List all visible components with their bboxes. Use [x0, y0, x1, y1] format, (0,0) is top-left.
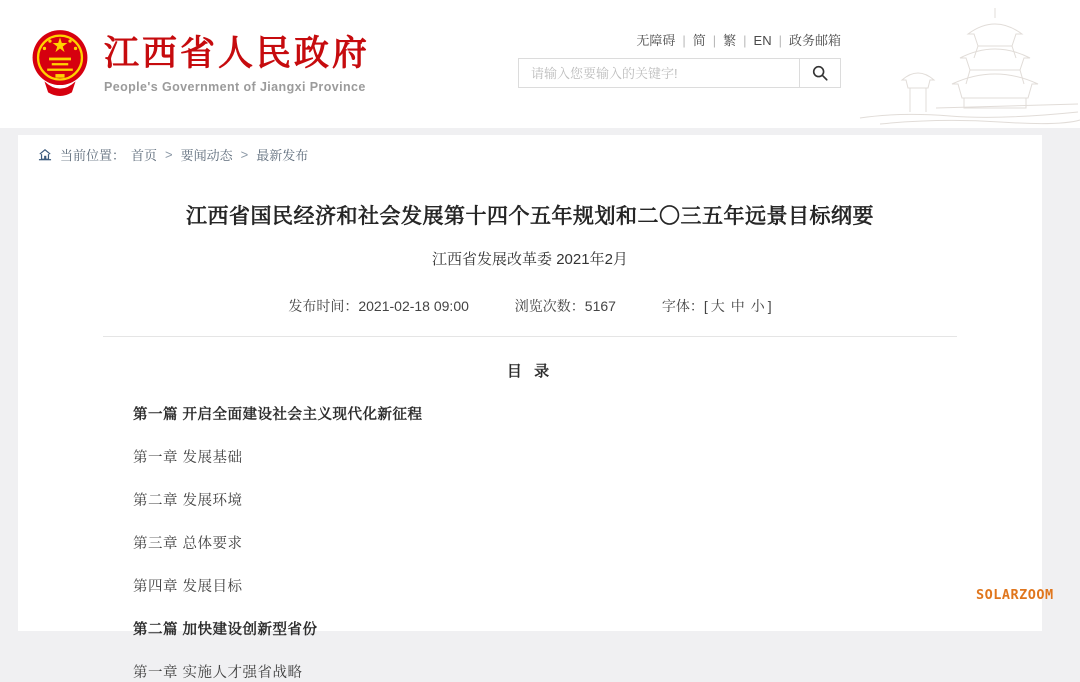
search-button[interactable] — [799, 59, 840, 87]
watermark: SOLARZOOM — [976, 587, 1054, 603]
font-size-control — [662, 298, 772, 314]
link-gov-mailbox[interactable]: 政务邮箱 — [788, 33, 841, 48]
breadcrumb-news[interactable]: 要闻动态 — [180, 148, 233, 163]
site-name[interactable]: 江西省人民政府 — [104, 34, 371, 74]
search-box — [518, 58, 841, 88]
toc-item: 第二篇 加快建设创新型省份 — [133, 622, 318, 638]
breadcrumb-separator: > — [240, 147, 249, 162]
toc-item: 第二章 发展环境 — [133, 493, 243, 509]
link-simplified[interactable]: 简 — [692, 33, 706, 48]
site-logo[interactable] — [28, 26, 370, 102]
link-english[interactable]: EN — [753, 33, 772, 48]
font-size-small[interactable]: 小 — [750, 298, 765, 314]
site-name-en: People's Government of Jiangxi Province — [104, 79, 366, 94]
link-separator: | — [712, 33, 717, 48]
search-icon — [811, 64, 829, 82]
home-icon — [38, 148, 52, 161]
publish-time-value: 2021-02-18 09:00 — [358, 298, 469, 314]
toc-item: 第一篇 开启全面建设社会主义现代化新征程 — [133, 407, 423, 423]
meta-divider — [103, 336, 957, 337]
breadcrumb-home[interactable]: 首页 — [131, 148, 158, 163]
link-accessibility[interactable]: 无障碍 — [636, 33, 676, 48]
table-of-contents — [133, 403, 1042, 682]
font-size-large[interactable]: 大 — [710, 298, 725, 314]
article-meta — [18, 296, 1042, 316]
bracket-close: ] — [767, 298, 772, 314]
font-size-label: 字体： — [661, 298, 704, 314]
breadcrumb-latest[interactable]: 最新发布 — [256, 148, 309, 163]
national-emblem-icon — [28, 26, 92, 102]
publish-time-label: 发布时间： — [288, 298, 359, 314]
breadcrumb-label: 当前位置： — [60, 148, 126, 163]
breadcrumb-separator: > — [165, 147, 173, 162]
toc-item: 第四章 发展目标 — [133, 579, 243, 595]
top-links — [636, 30, 841, 49]
toc-item: 第三章 总体要求 — [133, 536, 243, 552]
view-count-label: 浏览次数： — [514, 298, 585, 314]
breadcrumb — [18, 135, 1042, 164]
view-count — [515, 298, 620, 314]
view-count-value: 5167 — [584, 298, 616, 314]
toc-title: 目 录 — [506, 363, 554, 380]
font-size-medium[interactable]: 中 — [730, 298, 745, 314]
toc-item: 第一章 发展基础 — [133, 450, 243, 466]
link-traditional[interactable]: 繁 — [723, 33, 737, 48]
bracket-open: [ — [703, 298, 708, 314]
link-separator: | — [778, 33, 782, 48]
link-separator: | — [743, 33, 747, 48]
link-separator: | — [682, 33, 686, 48]
article-subtitle: 江西省发展改革委 2021年2月 — [432, 251, 628, 268]
pavilion-illustration — [840, 0, 1080, 128]
search-input[interactable] — [519, 59, 799, 87]
article-title: 江西省国民经济和社会发展第十四个五年规划和二〇三五年远景目标纲要 — [186, 205, 874, 228]
content-container — [18, 135, 1042, 681]
publish-time — [288, 298, 472, 314]
site-header — [0, 0, 1080, 128]
toc-item: 第一章 实施人才强省战略 — [133, 665, 303, 681]
